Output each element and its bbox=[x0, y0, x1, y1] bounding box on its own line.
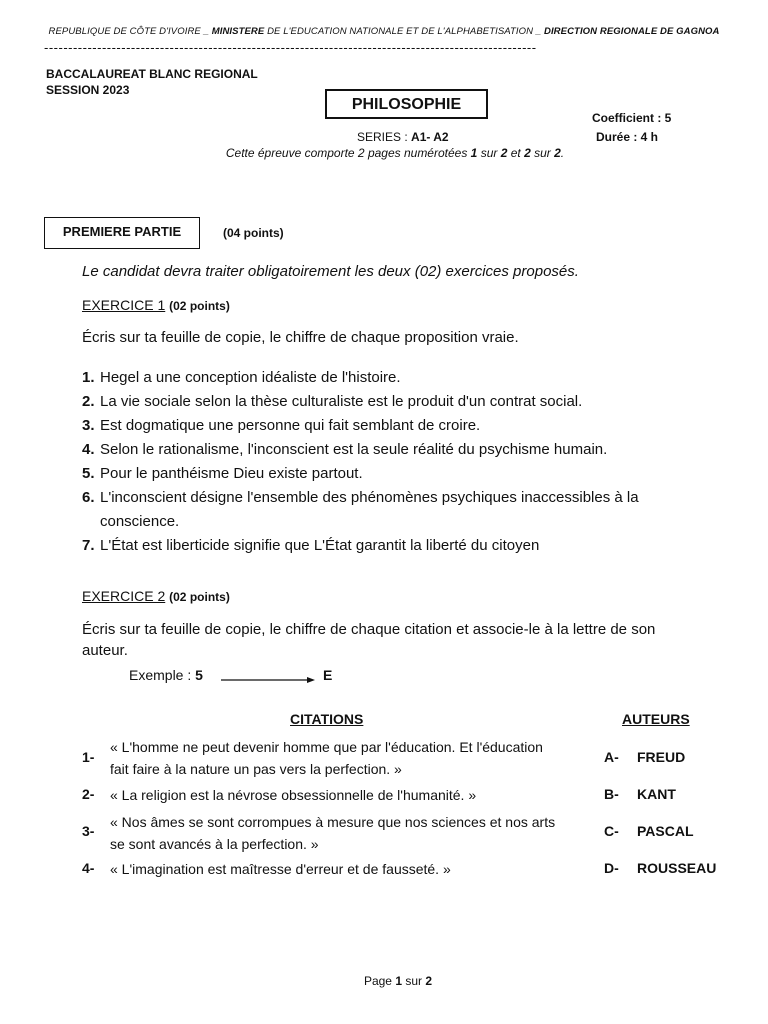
citations-header: CITATIONS bbox=[290, 711, 364, 727]
part-instruction: Le candidat devra traiter obligatoirement les deux (02) exercices proposés. bbox=[82, 263, 579, 280]
page-number: 1 bbox=[395, 974, 402, 988]
item-text: Pour le panthéisme Dieu existe partout. bbox=[100, 465, 363, 482]
list-item bbox=[82, 462, 702, 486]
list-item bbox=[82, 390, 702, 414]
pages-note-text: sur bbox=[530, 146, 555, 160]
example-letter: E bbox=[323, 667, 333, 683]
arrow-right-icon bbox=[221, 676, 315, 684]
author-name: ROUSSEAU bbox=[637, 860, 717, 876]
pages-note-num: 2 bbox=[500, 146, 508, 160]
citation-number: 2- bbox=[82, 786, 95, 802]
list-item bbox=[82, 438, 702, 462]
item-number: 4. bbox=[82, 441, 95, 458]
series bbox=[357, 130, 449, 144]
exam-title-line1: BACCALAUREAT BLANC REGIONAL bbox=[46, 67, 258, 81]
series-value: A1- A2 bbox=[411, 130, 449, 144]
example bbox=[129, 667, 203, 683]
pages-note-text: et bbox=[507, 146, 525, 160]
list-item bbox=[82, 366, 702, 390]
item-text: Selon le rationalisme, l'inconscient est la seule réalité du psychisme humain. bbox=[100, 441, 608, 458]
list-item bbox=[82, 414, 702, 438]
example-label: Exemple : bbox=[129, 667, 196, 683]
exercise1-label: EXERCICE 1 bbox=[82, 297, 166, 313]
exam-session: SESSION 2023 bbox=[46, 83, 130, 97]
exercise1-title bbox=[82, 297, 230, 313]
citation-text: « L'imagination est maîtresse d'erreur et de fausseté. » bbox=[110, 861, 451, 877]
pages-note-num: 1 bbox=[470, 146, 478, 160]
pages-note-text: . bbox=[560, 146, 565, 160]
item-number: 6. bbox=[82, 489, 95, 506]
citation-number: 4- bbox=[82, 860, 95, 876]
author-letter: B- bbox=[604, 786, 619, 802]
exercise2-points: (02 points) bbox=[169, 590, 230, 604]
citation-text: « Nos âmes se sont corrompues à mesure que nos sciences et nos arts se sont avancés à la perfection. » bbox=[110, 814, 556, 852]
page-of: sur bbox=[402, 974, 426, 988]
pages-note bbox=[0, 146, 768, 160]
exercise2-label: EXERCICE 2 bbox=[82, 588, 166, 604]
page-label: Page bbox=[363, 974, 396, 988]
header-separator: ------------------------------------------------------------------------------------------------------ bbox=[44, 40, 537, 55]
part-points: (04 points) bbox=[223, 226, 284, 240]
page-total: 2 bbox=[425, 974, 433, 988]
pages-note-text: sur bbox=[477, 146, 501, 160]
series-label: SERIES : bbox=[357, 130, 412, 144]
subject-title: PHILOSOPHIE bbox=[325, 89, 488, 119]
propositions-list bbox=[82, 366, 702, 558]
exercise1-points: (02 points) bbox=[169, 299, 230, 313]
list-item bbox=[82, 534, 702, 558]
duration: Durée : 4 h bbox=[596, 130, 659, 144]
item-number: 7. bbox=[82, 537, 95, 554]
authors-header: AUTEURS bbox=[622, 711, 690, 727]
item-number: 3. bbox=[82, 417, 95, 434]
exercise2-title bbox=[82, 588, 230, 604]
citation-number: 1- bbox=[82, 749, 95, 765]
exercise2-instruction: Écris sur ta feuille de copie, le chiffre de chaque citation et associe-le à la lettre de son auteur. bbox=[82, 621, 656, 659]
item-text: La vie sociale selon la thèse culturaliste est le produit d'un contrat social. bbox=[100, 393, 583, 410]
item-number: 1. bbox=[82, 369, 95, 386]
pages-note-text: Cette épreuve comporte 2 pages numérotées bbox=[225, 146, 471, 160]
item-number: 2. bbox=[82, 393, 95, 410]
pages-note-num: 2 bbox=[524, 146, 531, 160]
author-name: FREUD bbox=[637, 749, 686, 765]
citation-text: « La religion est la névrose obsessionnelle de l'humanité. » bbox=[110, 787, 477, 803]
item-number: 5. bbox=[82, 465, 95, 482]
list-item bbox=[82, 486, 702, 534]
item-text: Est dogmatique une personne qui fait semblant de croire. bbox=[100, 417, 481, 434]
pages-note-num: 2 bbox=[554, 146, 561, 160]
exam-title bbox=[46, 66, 258, 98]
example-number: 5 bbox=[195, 667, 203, 683]
ministry-header bbox=[0, 26, 768, 37]
exercise1-instruction: Écris sur ta feuille de copie, le chiffre de chaque proposition vraie. bbox=[82, 329, 519, 346]
item-text: L'inconscient désigne l'ensemble des phénomènes psychiques inaccessibles à la conscience. bbox=[100, 489, 639, 530]
part-title: PREMIERE PARTIE bbox=[44, 217, 200, 249]
author-letter: D- bbox=[604, 860, 619, 876]
republic-text: REPUBLIQUE DE CÔTE D'IVOIRE _ bbox=[48, 26, 212, 37]
page-footer bbox=[0, 974, 768, 988]
citation-number: 3- bbox=[82, 823, 95, 839]
citation-text: « L'homme ne peut devenir homme que par l'éducation. Et l'éducation fait faire à la nature un pas vers la perfection. » bbox=[110, 739, 543, 777]
author-name: PASCAL bbox=[637, 823, 694, 839]
item-text: L'État est liberticide signifie que L'État garantit la liberté du citoyen bbox=[100, 537, 540, 554]
author-letter: C- bbox=[604, 823, 619, 839]
ministry-text: DE L'EDUCATION NATIONALE ET DE L'ALPHABETISATION _ bbox=[264, 26, 544, 37]
item-text: Hegel a une conception idéaliste de l'histoire. bbox=[100, 369, 401, 386]
author-name: KANT bbox=[637, 786, 676, 802]
ministry-bold: MINISTERE bbox=[211, 26, 265, 37]
coefficient: Coefficient : 5 bbox=[592, 111, 672, 125]
author-letter: A- bbox=[604, 749, 619, 765]
direction-text: DIRECTION REGIONALE DE GAGNOA bbox=[543, 26, 720, 37]
